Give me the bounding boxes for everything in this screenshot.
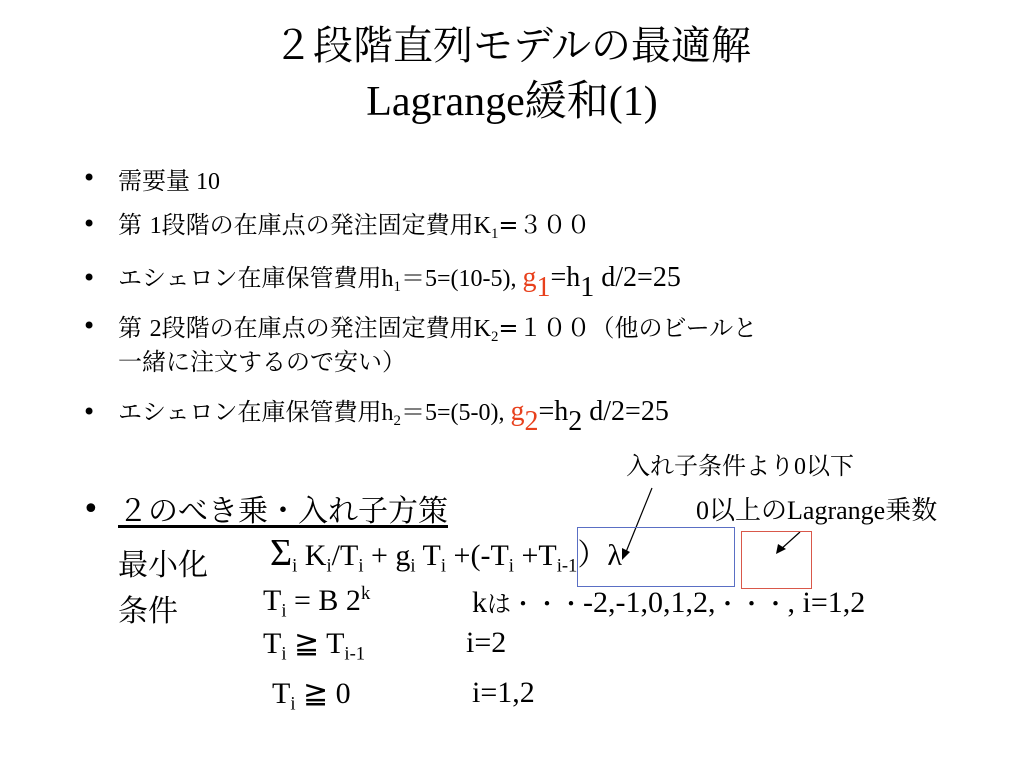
text: ≧ T (286, 627, 345, 660)
bullet-dot: • (82, 164, 97, 192)
g-symbol: g (510, 396, 525, 427)
text: K (473, 213, 491, 239)
subscript: i (281, 643, 287, 665)
title-relaxation: 緩和 (524, 76, 609, 125)
text: T (415, 539, 441, 572)
text: +T (513, 539, 557, 572)
subscript: i-1 (556, 555, 578, 577)
red-highlight-box (741, 531, 812, 589)
lambda-symbol: λ (607, 539, 622, 572)
text: =３００ (498, 211, 591, 239)
condition-nonnegative-index: i=1,2 (472, 676, 535, 709)
text: 0 (696, 496, 709, 525)
text: エシェロン在庫保管費用 (118, 398, 382, 426)
subscript: 1 (580, 271, 595, 303)
bullet-dot: • (82, 264, 97, 292)
text: 段階の在庫点の発注固定費用 (161, 314, 474, 342)
subscript: i (326, 555, 332, 577)
text: 5=(10-5), (424, 266, 523, 292)
sum-symbol: Σ (270, 532, 293, 574)
text: d/2=25 (582, 396, 669, 427)
subscript: i (410, 555, 416, 577)
superscript: k (360, 582, 371, 604)
bullet-dot: • (82, 210, 97, 238)
text: 5=(5-0), (424, 400, 511, 426)
minimize-label: 最小化 (118, 548, 208, 583)
condition-power-of-two (263, 582, 371, 622)
text: ・・・ (715, 590, 788, 618)
text: k (472, 586, 487, 619)
condition-nonnegative (272, 676, 351, 715)
subscript: 2 (490, 329, 499, 346)
text: ＝ (400, 398, 425, 426)
subscript: 1 (536, 271, 551, 303)
text: =h (550, 262, 581, 293)
bullet-stage2-continuation: 一緒に注文するので安い） (118, 348, 406, 376)
subscript: i-1 (344, 643, 366, 665)
text: h (381, 400, 394, 426)
text: Lagrange (787, 496, 886, 525)
text: K (297, 539, 327, 572)
subscript: 1 (490, 226, 499, 243)
text: 入れ子条件より (626, 452, 794, 480)
text: -2,-1,0,1,2, (583, 586, 716, 619)
subscript: i (508, 555, 514, 577)
text: , i=1,2 (787, 586, 866, 619)
condition-k-range (472, 584, 865, 620)
bullet-dot: • (82, 492, 100, 527)
subscript: i (290, 693, 296, 715)
g-symbol: g (522, 262, 537, 293)
text: 0 (794, 454, 806, 480)
text: エシェロン在庫保管費用 (118, 264, 382, 292)
text: ≧ 0 (295, 677, 351, 710)
text: + g (363, 539, 411, 572)
objective-function (270, 530, 622, 575)
condition-label: 条件 (118, 594, 178, 629)
bullet-dot: • (82, 398, 97, 426)
text: +(-T (446, 539, 509, 572)
text: =１００（他のビールと (498, 314, 758, 342)
text: ＝ (400, 264, 425, 292)
text: は・・・ (487, 590, 583, 618)
text: T (272, 677, 291, 710)
condition-nested (263, 626, 366, 665)
subscript: i (281, 600, 287, 622)
subscript: i (292, 555, 298, 577)
text: 第 (118, 314, 150, 342)
text: T (263, 584, 282, 617)
text: 第 (118, 211, 150, 239)
text: 以上の (709, 496, 788, 526)
text: 段階の在庫点の発注固定費用 (161, 211, 474, 239)
title-lagrange: Lagrange (366, 79, 525, 125)
text: ） (577, 538, 608, 573)
subscript: i (358, 555, 364, 577)
text: 乗数 (885, 496, 938, 526)
subscript: 2 (568, 405, 583, 437)
subscript: 2 (393, 413, 401, 430)
text: 以下 (806, 452, 854, 480)
policy-heading: ２のべき乗・入れ子方策 (118, 494, 448, 529)
subscript: 1 (393, 279, 401, 296)
title-number: (1) (608, 79, 658, 125)
text: =h (538, 396, 569, 427)
demand-value: 10 (190, 169, 220, 195)
text: K (473, 316, 491, 342)
slide-title-line1: ２段階直列モデルの最適解 (273, 23, 751, 69)
condition-nested-index: i=2 (466, 626, 507, 659)
text: 1 (149, 213, 162, 239)
subscript: 2 (524, 405, 539, 437)
text: T (263, 627, 282, 660)
text: /T (331, 539, 359, 572)
demand-label: 需要量 (118, 167, 190, 195)
text: 2 (149, 316, 162, 342)
subscript: i (440, 555, 447, 577)
text: h (381, 266, 394, 292)
text: d/2=25 (594, 262, 681, 293)
text: = B 2 (286, 584, 361, 617)
bullet-dot: • (82, 312, 97, 340)
